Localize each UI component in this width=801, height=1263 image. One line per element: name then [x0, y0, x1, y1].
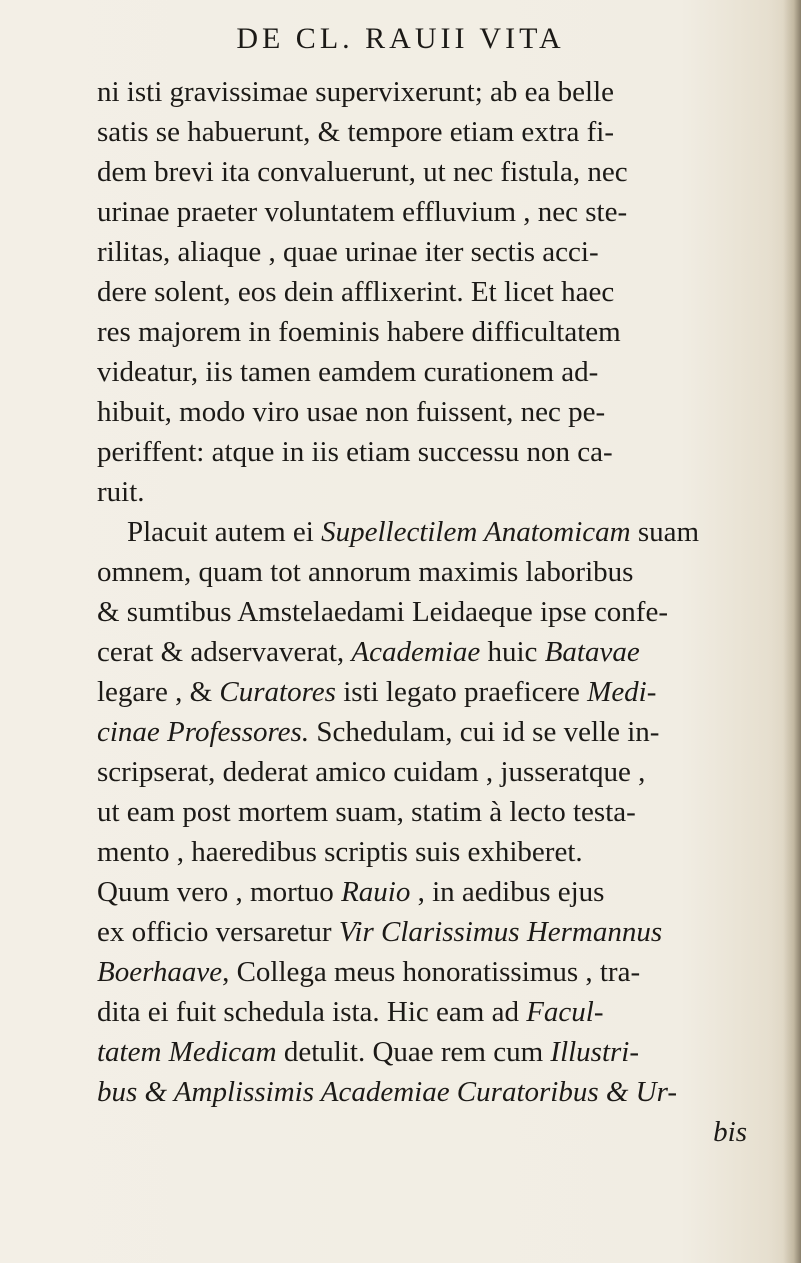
text-line: videatur, iis tamen eamdem curationem ad- [97, 356, 599, 388]
text-run: , Collega meus honoratissimus , tra- [222, 956, 641, 988]
italic-term: Facul- [526, 996, 604, 1028]
italic-term: tatem Medicam [97, 1036, 277, 1068]
italic-term: Vir Clarissimus Hermannus [338, 916, 663, 948]
italic-term: bis [713, 1116, 747, 1148]
text-run: ex officio versaretur [97, 916, 339, 948]
italic-term: Supellectilem Anatomicam [321, 516, 631, 548]
text-line-with-italics [97, 1032, 747, 1072]
text-run: detulit. Quae rem cum [276, 1036, 551, 1068]
text-line-with-italics [97, 632, 747, 672]
text-line: omnem, quam tot annorum maximis laboribus [97, 556, 634, 588]
text-line-with-italics [97, 912, 747, 952]
text-line-with-italics [97, 672, 747, 712]
text-line: dem brevi ita convaluerunt, ut nec fistula, nec [97, 156, 628, 188]
italic-term: Academiae [351, 636, 481, 668]
text-line-with-italics [97, 1072, 747, 1112]
text-line: ruit. [97, 476, 145, 508]
text-line: mento , haeredibus scriptis suis exhiberet. [97, 836, 583, 868]
catchword [97, 1112, 747, 1152]
text-line-with-italics [97, 952, 747, 992]
italic-term: Boerhaave [97, 956, 223, 988]
paragraph-start-line [127, 512, 747, 552]
text-line: satis se habuerunt, & tempore etiam extra fi- [97, 116, 614, 148]
italic-term: Medi- [587, 676, 657, 708]
text-line-with-italics [97, 872, 747, 912]
text-line: res majorem in foeminis habere difficultatem [97, 316, 621, 348]
running-header: DE CL. RAUII VITA [236, 22, 565, 55]
text-run: isti legato praeficere [335, 676, 588, 708]
text-run: legare , & [97, 676, 220, 708]
text-line-with-italics [97, 712, 747, 752]
text-run: huic [480, 636, 545, 668]
text-line: ut eam post mortem suam, statim à lecto testa- [97, 796, 636, 828]
text-run: Quum vero , mortuo [97, 876, 342, 908]
text-run: Placuit autem ei [127, 516, 322, 548]
text-line: rilitas, aliaque , quae urinae iter sectis acci- [97, 236, 599, 268]
text-run: , in aedibus ejus [410, 876, 605, 908]
text-line: dere solent, eos dein afflixerint. Et licet haec [97, 276, 615, 308]
italic-term: Rauio [341, 876, 411, 908]
text-run: Schedulam, cui id se velle in- [309, 716, 660, 748]
italic-term: cinae Professores. [97, 716, 310, 748]
text-line: & sumtibus Amstelaedami Leidaeque ipse confe- [97, 596, 668, 628]
text-run: cerat & adservaverat, [97, 636, 352, 668]
text-line: ni isti gravissimae supervixerunt; ab ea belle [97, 76, 615, 108]
text-line: scripserat, dederat amico cuidam , jusseratque , [97, 756, 646, 788]
text-run: suam [630, 516, 700, 548]
italic-term: Curatores [219, 676, 336, 708]
italic-term: Illustri- [550, 1036, 640, 1068]
italic-term: bus & Amplissimis Academiae Curatoribus & Ur- [97, 1076, 677, 1108]
text-line: periffent: atque in iis etiam successu non ca- [97, 436, 613, 468]
italic-term: Batavae [544, 636, 640, 668]
text-line: hibuit, modo viro usae non fuissent, nec pe- [97, 396, 606, 428]
text-line: urinae praeter voluntatem effluvium , nec ste- [97, 196, 628, 228]
text-line-with-italics [97, 992, 747, 1032]
text-run: dita ei fuit schedula ista. Hic eam ad [97, 996, 527, 1028]
